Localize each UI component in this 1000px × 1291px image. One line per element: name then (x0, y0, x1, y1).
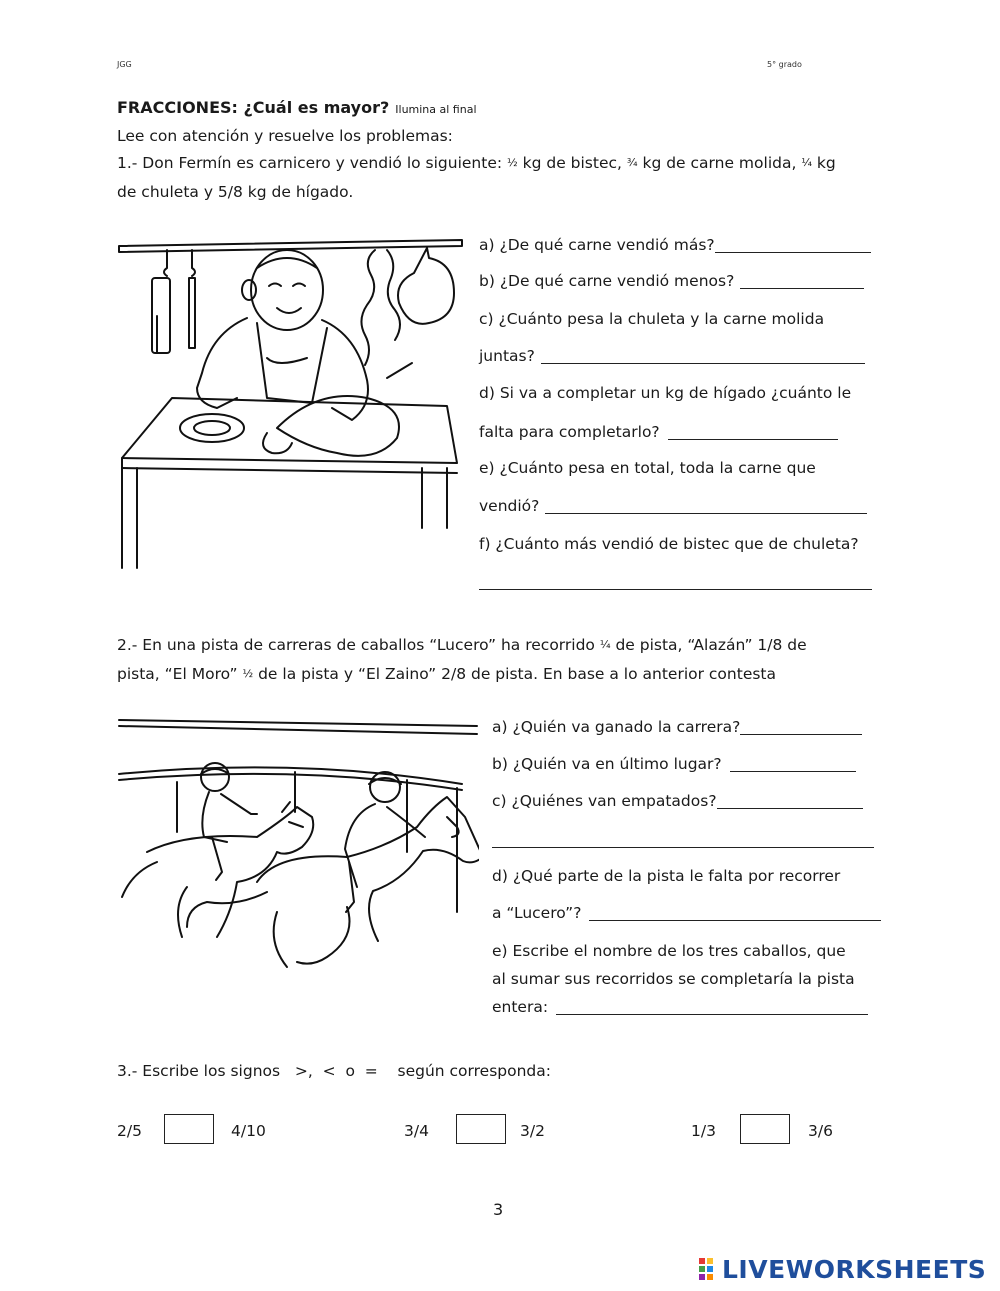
horse-race-illustration (117, 712, 479, 992)
problem1-statement-line2: de chuleta y 5/8 kg de hígado. (117, 183, 354, 201)
q2e-line1: e) Escribe el nombre de los tres caballos, que (492, 942, 846, 960)
q1a: a) ¿De qué carne vendió más? (479, 236, 871, 254)
answer-line[interactable] (556, 1000, 868, 1015)
answer-line[interactable] (545, 499, 867, 514)
fraction-three-quarters: ¾ (626, 156, 638, 169)
q2a: a) ¿Quién va ganado la carrera? (492, 718, 862, 736)
fraction-half: ½ (507, 156, 518, 169)
q1c-line1: c) ¿Cuánto pesa la chuleta y la carne molida (479, 310, 825, 328)
fraction-half: ½ (242, 667, 254, 680)
page-number: 3 (493, 1200, 504, 1219)
title-note: Ilumina al final (395, 103, 477, 116)
q2e-line3: entera: (492, 998, 868, 1016)
answer-line[interactable] (730, 757, 856, 772)
problem1-statement-line1: 1.- Don Fermín es carnicero y vendió lo siguiente: ½ kg de bistec, ¾ kg de carne molida, ¼ kg (117, 154, 836, 172)
answer-line[interactable] (717, 794, 863, 809)
problem3-prompt: 3.- Escribe los signos >, < o = según corresponda: (117, 1062, 551, 1080)
liveworksheets-logo[interactable] (698, 1255, 986, 1284)
q1b: b) ¿De qué carne vendió menos? (479, 272, 864, 290)
q1f-answer-line[interactable] (479, 572, 872, 591)
pair2-left: 3/4 (404, 1122, 429, 1140)
comparison-box-1[interactable] (164, 1114, 214, 1144)
answer-line[interactable] (589, 906, 881, 921)
comparison-box-2[interactable] (456, 1114, 506, 1144)
title-main: FRACCIONES: ¿Cuál es mayor? (117, 98, 390, 117)
answer-line[interactable] (740, 720, 862, 735)
comparison-box-3[interactable] (740, 1114, 790, 1144)
header-initials: JGG (117, 60, 132, 69)
answer-line[interactable] (740, 274, 864, 289)
intro-text: Lee con atención y resuelve los problemas: (117, 127, 453, 145)
liveworksheets-wordmark: LIVEWORKSHEETS (722, 1255, 987, 1284)
q2e-line2: al sumar sus recorridos se completaría la pista (492, 970, 855, 988)
q2d-line1: d) ¿Qué parte de la pista le falta por recorrer (492, 867, 841, 885)
fraction-quarter: ¼ (599, 638, 611, 651)
page-title (117, 98, 477, 117)
q2b: b) ¿Quién va en último lugar? (492, 755, 856, 773)
answer-line[interactable] (668, 425, 838, 440)
q1c-line2: juntas? (479, 347, 865, 365)
q2c: c) ¿Quiénes van empatados? (492, 792, 863, 810)
problem2-statement-line2: pista, “El Moro” ½ de la pista y “El Zaino” 2/8 de pista. En base a lo anterior contesta (117, 665, 777, 683)
q1f-line1: f) ¿Cuánto más vendió de bistec que de chuleta? (479, 535, 859, 553)
answer-line[interactable] (715, 238, 871, 253)
header-grade: 5° grado (767, 60, 802, 69)
pair2-right: 3/2 (520, 1122, 545, 1140)
problem2-statement-line1: 2.- En una pista de carreras de caballos “Lucero” ha recorrido ¼ de pista, “Alazán” 1/8 de (117, 636, 807, 654)
liveworksheets-icon (698, 1257, 722, 1283)
q2c-answer-line[interactable] (492, 830, 874, 849)
pair1-right: 4/10 (231, 1122, 266, 1140)
pair1-left: 2/5 (117, 1122, 142, 1140)
pair3-right: 3/6 (808, 1122, 833, 1140)
q1d-line1: d) Si va a completar un kg de hígado ¿cuánto le (479, 384, 852, 402)
q1e-line1: e) ¿Cuánto pesa en total, toda la carne que (479, 459, 816, 477)
fraction-quarter: ¼ (801, 156, 812, 169)
answer-line[interactable] (541, 349, 865, 364)
q1d-line2: falta para completarlo? (479, 423, 838, 441)
q1e-line2: vendió? (479, 497, 867, 515)
q2d-line2: a “Lucero”? (492, 904, 881, 922)
pair3-left: 1/3 (691, 1122, 716, 1140)
butcher-illustration (117, 228, 467, 573)
